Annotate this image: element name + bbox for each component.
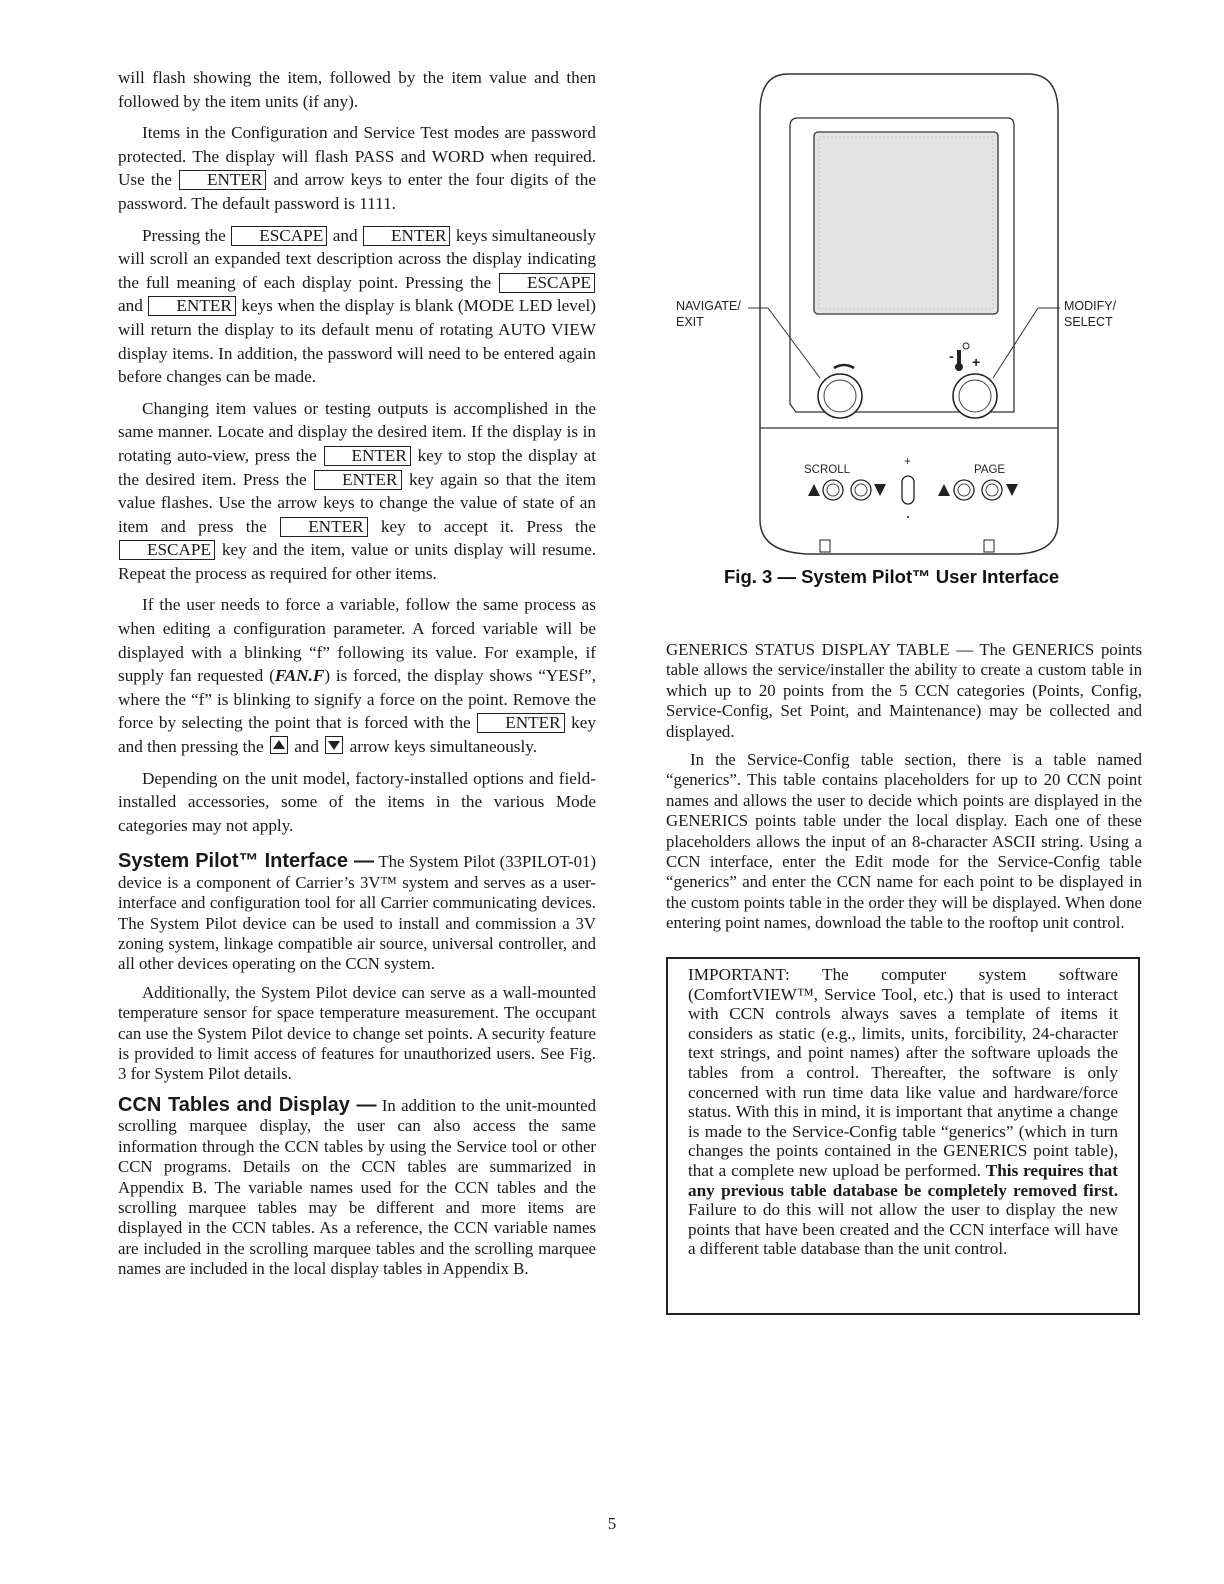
text-run: keys when the display is blank (MODE LED level) will return the display to its default menu of rotating AUTO VIEW display items. In addition, the password will need to be entered again before changes can be made. bbox=[118, 296, 596, 387]
paragraph-changing-values bbox=[118, 397, 596, 586]
paragraph-force-variable bbox=[118, 593, 596, 758]
paragraph-text: will flash showing the item, followed by the item value and then followed by the item units (if any). bbox=[118, 68, 596, 111]
enter-key: ENTER bbox=[314, 470, 401, 490]
paragraph-text: In the Service-Config table section, there is a table named “generics”. This table contains placeholders for up to 20 CCN point names and allows the user to decide which points are displayed in the GENERICS points table under the local display. Each one of these placeholders allows the input of an 8-character ASCII string. Using a CCN interface, enter the Edit mode for the Service-Config table “generics” and enter the CCN name for each point to be displayed in the custom points table in the order they will be displayed. When done entering point names, download the table to the rooftop unit control. bbox=[666, 750, 1142, 933]
paragraph-text: GENERICS STATUS DISPLAY TABLE — The GENERICS points table allows the service/installer the ability to create a custom table in which up to 20 points from the 5 CCN categories (Points, Config, Service-Config, Set Point, and Maintenance) may be collected and displayed. bbox=[666, 640, 1142, 741]
text-run: Changing item values or testing outputs is accomplished in the same manner. Locate and display the desired item. If the display is in rotating auto-view, press the bbox=[118, 398, 596, 465]
select-label: SELECT bbox=[1064, 315, 1113, 329]
paragraph-password bbox=[118, 121, 596, 215]
escape-key: ESCAPE bbox=[119, 540, 215, 560]
text-run: and arrow keys to enter the four digits of the password. The default password is 1111. bbox=[118, 170, 596, 213]
text-run: keys simultaneously will scroll an expanded text description across the display indicating the full meaning of each display point. Pressing the bbox=[118, 225, 596, 292]
paragraph-item-flash bbox=[118, 66, 596, 113]
section-heading: CCN Tables and Display — bbox=[118, 1093, 377, 1116]
paragraph-text: Depending on the unit model, factory-installed options and field-installed accessories, some of the items in the various Mode categories may not apply. bbox=[118, 768, 596, 835]
minus-sign: - bbox=[949, 348, 954, 364]
text-run: key and then pressing the bbox=[118, 713, 596, 757]
text-run: key and the item, value or units display will resume. Repeat the process as required for other items. bbox=[118, 540, 596, 583]
section-system-pilot bbox=[118, 851, 596, 974]
important-notice-box bbox=[666, 957, 1140, 1315]
scroll-label: SCROLL bbox=[804, 464, 851, 476]
text-run: Pressing the bbox=[142, 225, 231, 245]
text-run: key to stop the display at the desired item. Press the bbox=[118, 445, 597, 489]
enter-key: ENTER bbox=[148, 296, 235, 316]
up-arrow-key-icon bbox=[270, 736, 288, 754]
left-column bbox=[118, 66, 596, 1288]
plus-sign: + bbox=[972, 354, 981, 370]
text-run: key again so that the item value flashes. Use the arrow keys to change the value of state of an item and press the bbox=[118, 469, 596, 536]
text-run: key to accept it. Press the bbox=[368, 516, 597, 536]
enter-key: ENTER bbox=[280, 517, 367, 537]
page-label: PAGE bbox=[974, 464, 1006, 476]
exit-label: EXIT bbox=[676, 315, 704, 329]
paragraph-additionally bbox=[118, 983, 596, 1085]
text-run: and bbox=[328, 225, 363, 245]
right-column bbox=[666, 640, 1142, 942]
navigate-knob bbox=[818, 374, 862, 418]
paragraph-escape-enter bbox=[118, 224, 596, 389]
system-pilot-figure bbox=[668, 72, 1132, 592]
text-run: IMPORTANT: The computer system software (ComfortVIEW™, Service Tool, etc.) that is used to interact with CCN controls always saves a template of items it considers as static (e.g., limits, units, forcibility, 24-character text strings, and point names) after the software uploads the tables from a control. Thereafter, the software is only concerned with run time data like value and hardware/force status. With this in mind, it is important that anytime a change is made to the Service-Config table “generics” (which in turn changes the points contained in the GENERICS point table), that a complete new upload be performed. bbox=[688, 965, 1118, 1180]
section-ccn-tables bbox=[118, 1095, 596, 1280]
text-run: ) is forced, the display shows “YESf”, where the “f” is blinking to signify a force on the point. Remove the force by selecting the point that is forced with the bbox=[118, 666, 596, 733]
paragraph-generics-status bbox=[666, 640, 1142, 742]
navigate-label: NAVIGATE/ bbox=[676, 299, 741, 313]
page-number: 5 bbox=[607, 1514, 617, 1533]
text-run: and bbox=[289, 737, 324, 757]
bold-warning: This requires that any previous table database be completely removed first. bbox=[688, 1160, 1119, 1200]
paragraph-service-config bbox=[666, 750, 1142, 934]
text-run: The System Pilot (33PILOT-01) device is a component of Carrier’s 3V™ system and serves as a user-interface and configuration tool for all Carrier communicating devices. The System Pilot device can be used to install and commission a 3V zoning system, linkage compatible air source, universal controller, and all other devices operating on the CCN system. bbox=[118, 852, 596, 974]
text-run: Items in the Configuration and Service Test modes are password protected. The display will flash PASS and WORD when required. Use the bbox=[118, 123, 596, 190]
escape-key: ESCAPE bbox=[231, 226, 327, 246]
display-screen bbox=[814, 132, 998, 314]
enter-key: ENTER bbox=[179, 170, 266, 190]
plus-small-sign: + bbox=[904, 456, 911, 468]
text-run: and bbox=[118, 296, 148, 316]
text-run: If the user needs to force a variable, follow the same process as when editing a configuration parameter. A forced variable will be displayed with a blinking “f” following its value. For example, if supply fan requested ( bbox=[118, 595, 596, 686]
paragraph-text: Additionally, the System Pilot device can serve as a wall-mounted temperature sensor for space temperature measurement. The occupant can use the System Pilot device to change set points. A security feature is provided to limit access of features for unauthorized users. See Fig. 3 for System Pilot details. bbox=[118, 982, 596, 1084]
text-run: Failure to do this will not allow the user to display the new points that have been created and the CCN interface will have a different table database than the unit control. bbox=[688, 1200, 1118, 1259]
enter-key: ENTER bbox=[324, 446, 411, 466]
figure-caption: Fig. 3 — System Pilot™ User Interface bbox=[724, 566, 1060, 587]
modify-label: MODIFY/ bbox=[1064, 299, 1117, 313]
modify-knob bbox=[953, 374, 997, 418]
text-run: In addition to the unit-mounted scrolling marquee display, the user can also access the same information through the CCN tables by using the Service tool or other CCN programs. Details on the CCN tables are summarized in Appendix B. The variable names used for the CCN tables and the scrolling marquee tables may be different and more items are displayed in the CCN tables. As a reference, the CCN variable names are included in the scrolling marquee tables and the scrolling marquee names are included in the local display tables in Appendix B. bbox=[118, 1095, 596, 1279]
paragraph-depending bbox=[118, 767, 596, 838]
system-pilot-device-drawing bbox=[668, 72, 1132, 592]
escape-key: ESCAPE bbox=[499, 273, 595, 293]
section-heading: System Pilot™ Interface — bbox=[118, 850, 374, 873]
text-run: arrow keys simultaneously. bbox=[345, 737, 538, 757]
variable-name: FAN.F bbox=[274, 666, 325, 686]
enter-key: ENTER bbox=[477, 713, 564, 733]
down-arrow-key-icon bbox=[325, 736, 343, 754]
enter-key: ENTER bbox=[363, 226, 450, 246]
